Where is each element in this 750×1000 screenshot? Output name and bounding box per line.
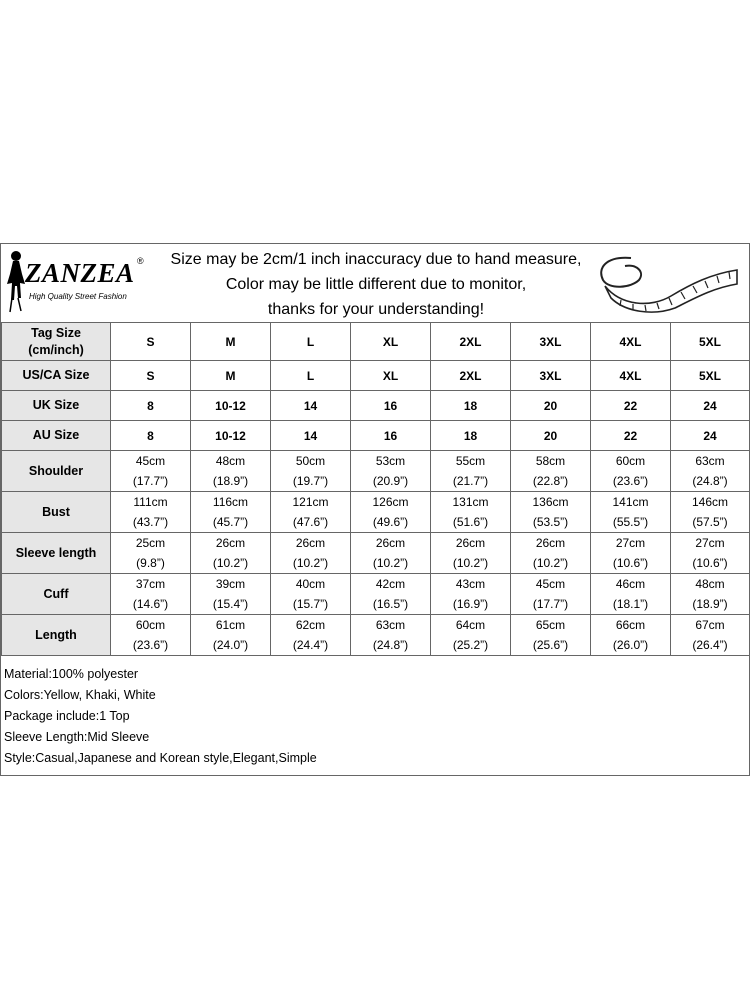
size-cell: 22: [591, 421, 671, 451]
size-cell: 20: [511, 391, 591, 421]
measure-cm: 26cm: [455, 536, 486, 550]
measure-inch: (9.8”): [136, 556, 165, 570]
measure-cell: [431, 615, 511, 656]
table-row: [2, 391, 750, 421]
row-label-line: (cm/inch): [28, 342, 84, 357]
measure-cm: 126cm: [372, 495, 409, 509]
measure-cell: [111, 533, 191, 574]
measure-cell: [191, 451, 271, 492]
measure-cell: [351, 492, 431, 533]
measure-cm: 66cm: [615, 618, 646, 632]
measure-cm: 63cm: [375, 618, 406, 632]
size-cell: XL: [351, 323, 431, 361]
registered-mark: ®: [137, 256, 144, 266]
table-row: [2, 615, 750, 656]
row-label-line: US/CA Size: [22, 368, 90, 382]
measure-cm: 46cm: [615, 577, 646, 591]
measure-cell: [431, 574, 511, 615]
measure-inch: (23.6”): [612, 474, 649, 488]
measure-cell: [271, 615, 351, 656]
notice-line: Size may be 2cm/1 inch inaccuracy due to hand measure,: [170, 251, 582, 268]
measure-cm: 43cm: [455, 577, 486, 591]
measure-cell: [111, 615, 191, 656]
measure-inch: (17.7”): [532, 597, 569, 611]
table-row: [2, 451, 750, 492]
measure-cell: [111, 451, 191, 492]
measure-cm: 136cm: [532, 495, 569, 509]
measure-inch: (51.6”): [452, 515, 489, 529]
measure-inch: (43.7”): [132, 515, 169, 529]
measure-cell: [111, 492, 191, 533]
measure-cell: [671, 615, 750, 656]
measure-cm: 26cm: [375, 536, 406, 550]
measure-cell: [351, 615, 431, 656]
measure-cm: 45cm: [535, 577, 566, 591]
row-label-line: Tag Size: [31, 325, 81, 340]
measure-inch: (10.6”): [692, 556, 728, 570]
measure-inch: (10.2”): [212, 556, 249, 570]
measure-cell: [431, 492, 511, 533]
size-cell: 22: [591, 391, 671, 421]
brand-logo: [3, 248, 153, 318]
measure-inch: (10.2”): [452, 556, 489, 570]
measure-cm: 45cm: [135, 454, 166, 468]
detail-material: Material:100% polyester: [4, 667, 139, 681]
table-row: [2, 323, 750, 361]
measure-inch: (24.4”): [292, 638, 329, 652]
measure-cell: [191, 574, 271, 615]
size-cell: 10-12: [191, 391, 271, 421]
measure-cell: [511, 615, 591, 656]
measure-cm: 116cm: [212, 495, 249, 509]
measure-cm: 26cm: [295, 536, 326, 550]
measure-cm: 37cm: [135, 577, 166, 591]
table-row: [2, 492, 750, 533]
measure-cm: 26cm: [215, 536, 246, 550]
measure-cm: 48cm: [215, 454, 246, 468]
measure-cell: [271, 574, 351, 615]
size-cell: L: [271, 361, 351, 391]
notice-line: thanks for your understanding!: [267, 301, 485, 318]
size-cell: S: [111, 323, 191, 361]
measure-cell: [431, 533, 511, 574]
measure-inch: (16.5”): [372, 597, 409, 611]
measure-cm: 62cm: [295, 618, 326, 632]
measure-cm: 40cm: [295, 577, 326, 591]
measure-cell: [671, 533, 750, 574]
measure-cell: [351, 451, 431, 492]
row-label: Cuff: [2, 574, 111, 615]
size-cell: 10-12: [191, 421, 271, 451]
row-label: Shoulder: [2, 451, 111, 492]
measure-cell: [511, 574, 591, 615]
measure-inch: (20.9”): [372, 474, 409, 488]
size-cell: 8: [111, 421, 191, 451]
measure-cell: [591, 574, 671, 615]
measure-inch: (21.7”): [452, 474, 489, 488]
measure-cell: [591, 492, 671, 533]
measure-inch: (24.8”): [692, 474, 728, 488]
size-cell: 24: [671, 391, 750, 421]
row-label-line: AU Size: [32, 428, 80, 442]
measure-cell: [511, 451, 591, 492]
row-label: [2, 391, 111, 421]
row-label: Length: [2, 615, 111, 656]
size-cell: S: [111, 361, 191, 391]
row-label: [2, 421, 111, 451]
measure-inch: (24.0”): [212, 638, 249, 652]
measure-cm: 131cm: [452, 495, 489, 509]
measure-inch: (25.2”): [452, 638, 489, 652]
table-row: [2, 421, 750, 451]
size-cell: 3XL: [511, 323, 591, 361]
measure-inch: (23.6”): [132, 638, 169, 652]
measure-cell: [351, 533, 431, 574]
row-label: Sleeve length: [2, 533, 111, 574]
measure-cell: [591, 451, 671, 492]
measure-cm: 111cm: [133, 495, 168, 509]
measure-cm: 55cm: [455, 454, 486, 468]
measure-inch: (10.2”): [372, 556, 409, 570]
measure-inch: (16.9”): [452, 597, 489, 611]
measure-cell: [191, 615, 271, 656]
detail-style: Style:Casual,Japanese and Korean style,Elegant,Simple: [4, 751, 317, 765]
measure-cm: 48cm: [695, 577, 725, 591]
measure-inch: (10.6”): [612, 556, 649, 570]
table-row: [2, 533, 750, 574]
size-cell: 4XL: [591, 361, 671, 391]
measure-cm: 42cm: [375, 577, 406, 591]
measure-cell: [431, 451, 511, 492]
size-cell: L: [271, 323, 351, 361]
size-cell: XL: [351, 361, 431, 391]
size-cell: M: [191, 361, 271, 391]
brand-tagline: High Quality Street Fashion: [29, 292, 127, 301]
measure-cm: 146cm: [691, 495, 729, 509]
measure-cm: 67cm: [695, 618, 725, 632]
measure-cell: [271, 451, 351, 492]
size-cell: 5XL: [671, 323, 750, 361]
measure-cell: [671, 574, 750, 615]
measure-inch: (53.5”): [532, 515, 569, 529]
table-row: [2, 574, 750, 615]
measure-cell: [511, 533, 591, 574]
measure-cm: 25cm: [135, 536, 166, 550]
size-cell: 18: [431, 421, 511, 451]
detail-package: Package include:1 Top: [4, 709, 130, 723]
measure-inch: (57.5”): [692, 515, 728, 529]
size-cell: 24: [671, 421, 750, 451]
measure-cm: 121cm: [292, 495, 329, 509]
measure-inch: (24.8”): [372, 638, 409, 652]
measure-cell: [191, 533, 271, 574]
measure-inch: (45.7”): [212, 515, 249, 529]
measure-cell: [271, 492, 351, 533]
measure-cell: [351, 574, 431, 615]
measure-cell: [511, 492, 591, 533]
measure-cell: [271, 533, 351, 574]
size-chart: [0, 243, 750, 776]
measure-inch: (14.6”): [132, 597, 169, 611]
measure-cm: 65cm: [535, 618, 566, 632]
detail-colors: Colors:Yellow, Khaki, White: [4, 688, 156, 702]
measure-cm: 61cm: [215, 618, 246, 632]
measure-cell: [671, 451, 750, 492]
measure-inch: (49.6”): [372, 515, 409, 529]
measure-cm: 60cm: [135, 618, 166, 632]
measure-inch: (10.2”): [292, 556, 329, 570]
measure-inch: (25.6”): [532, 638, 569, 652]
measure-cm: 63cm: [695, 454, 725, 468]
measure-inch: (10.2”): [532, 556, 569, 570]
size-cell: 5XL: [671, 361, 750, 391]
measure-inch: (55.5”): [612, 515, 649, 529]
measure-inch: (26.4”): [692, 638, 728, 652]
measure-cm: 141cm: [612, 495, 649, 509]
measure-cell: [591, 615, 671, 656]
row-label-line: UK Size: [32, 398, 80, 412]
row-label: Bust: [2, 492, 111, 533]
size-cell: 8: [111, 391, 191, 421]
row-label: [2, 323, 111, 361]
measure-inch: (47.6”): [292, 515, 329, 529]
size-table: [1, 322, 750, 656]
measuring-tape-icon: [591, 250, 741, 316]
size-cell: 16: [351, 421, 431, 451]
measure-cm: 64cm: [455, 618, 486, 632]
measure-inch: (22.8”): [532, 474, 569, 488]
measure-cell: [671, 492, 750, 533]
size-cell: 18: [431, 391, 511, 421]
measure-inch: (26.0”): [612, 638, 649, 652]
measure-cm: 50cm: [295, 454, 326, 468]
chart-header: [1, 244, 749, 322]
measure-cm: 58cm: [535, 454, 566, 468]
measure-inch: (17.7”): [132, 474, 169, 488]
size-cell: 16: [351, 391, 431, 421]
size-cell: 14: [271, 391, 351, 421]
row-label: [2, 361, 111, 391]
measure-cm: 27cm: [695, 536, 725, 550]
size-cell: 3XL: [511, 361, 591, 391]
size-cell: 2XL: [431, 361, 511, 391]
measure-inch: (18.1”): [612, 597, 649, 611]
size-cell: 14: [271, 421, 351, 451]
measure-cm: 60cm: [615, 454, 646, 468]
accuracy-notice: [151, 244, 601, 322]
product-details: [4, 664, 317, 769]
measure-inch: (15.7”): [292, 597, 329, 611]
size-cell: 4XL: [591, 323, 671, 361]
measure-cm: 39cm: [215, 577, 246, 591]
size-cell: M: [191, 323, 271, 361]
measure-cell: [591, 533, 671, 574]
measure-cell: [191, 492, 271, 533]
measure-cm: 26cm: [535, 536, 566, 550]
measure-inch: (18.9”): [212, 474, 249, 488]
size-cell: 2XL: [431, 323, 511, 361]
measure-inch: (19.7”): [292, 474, 329, 488]
measure-cell: [111, 574, 191, 615]
measure-inch: (15.4”): [212, 597, 249, 611]
measure-inch: (18.9”): [692, 597, 728, 611]
measure-cm: 53cm: [375, 454, 406, 468]
notice-line: Color may be little different due to monitor,: [225, 276, 527, 293]
size-cell: 20: [511, 421, 591, 451]
table-row: [2, 361, 750, 391]
detail-sleeve-length: Sleeve Length:Mid Sleeve: [4, 730, 150, 744]
measure-cm: 27cm: [615, 536, 646, 550]
brand-name: ZANZEA: [25, 258, 135, 288]
